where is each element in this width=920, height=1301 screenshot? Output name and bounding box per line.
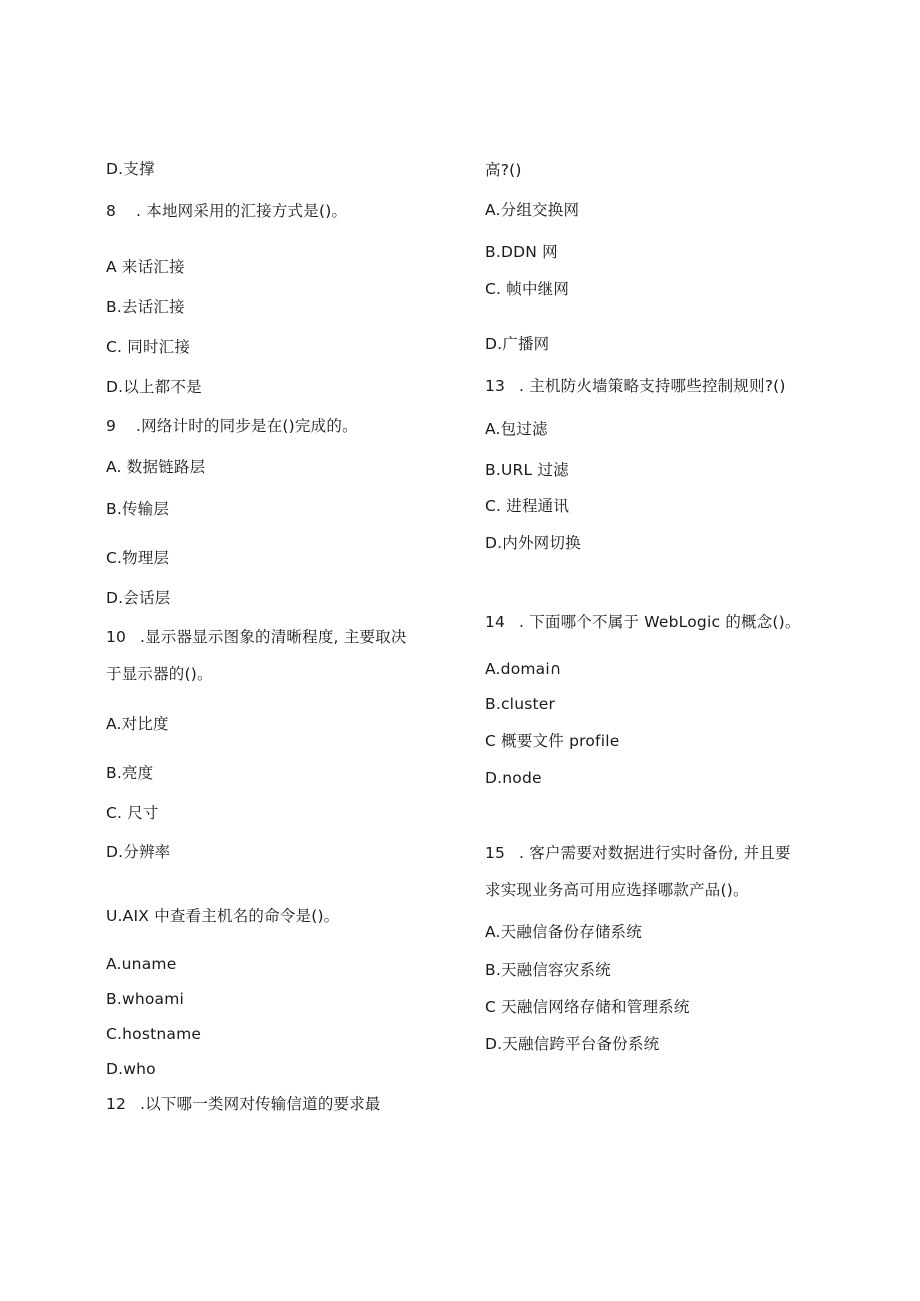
- option-line: D.广播网: [485, 335, 550, 353]
- question-line-continued: 高?(): [485, 161, 522, 179]
- question-number: 9: [106, 417, 117, 435]
- question-line: 10 .显示器显示图象的清晰程度, 主要取决: [106, 628, 407, 646]
- option-line: A.分组交换网: [485, 201, 580, 219]
- option-line: D.以上都不是: [106, 378, 202, 396]
- option-line: D.会话层: [106, 589, 171, 607]
- option-line: C. 帧中继网: [485, 280, 570, 298]
- question-number: 13: [485, 377, 506, 395]
- option-line: C 天融信网络存储和管理系统: [485, 998, 690, 1016]
- option-line: B.URL 过滤: [485, 461, 569, 479]
- option-line: D.who: [106, 1060, 156, 1078]
- question-number: 12: [106, 1095, 127, 1113]
- option-line: A.包过滤: [485, 420, 548, 438]
- option-line: B.去话汇接: [106, 298, 185, 316]
- option-line: A.domai∩: [485, 660, 562, 678]
- question-number: 10: [106, 628, 127, 646]
- option-line: B.cluster: [485, 695, 556, 713]
- option-line: D.node: [485, 769, 542, 787]
- question-number: 8: [106, 202, 117, 220]
- question-line: 15 . 客户需要对数据进行实时备份, 并且要: [485, 844, 791, 862]
- option-line: D.分辨率: [106, 843, 171, 861]
- question-line: U.AIX 中查看主机名的命令是()。: [106, 907, 340, 925]
- option-line: C 概要文件 profile: [485, 732, 620, 750]
- option-line: C.物理层: [106, 549, 170, 567]
- question-line-continued: 于显示器的()。: [106, 665, 213, 683]
- option-line: B.DDN 网: [485, 243, 558, 261]
- option-line: A 来话汇接: [106, 258, 185, 276]
- option-line: B.天融信容灾系统: [485, 961, 611, 979]
- option-line: D.内外网切换: [485, 534, 581, 552]
- question-line: 14 . 下面哪个不属于 WebLogic 的概念()。: [485, 613, 801, 631]
- option-line: B.亮度: [106, 764, 154, 782]
- option-line: A.天融信备份存储系统: [485, 923, 642, 941]
- option-line: B.whoami: [106, 990, 185, 1008]
- question-line: 8 . 本地网采用的汇接方式是()。: [106, 202, 348, 220]
- option-line: C.hostname: [106, 1025, 202, 1043]
- question-line: 12 .以下哪一类网对传输信道的要求最: [106, 1095, 381, 1113]
- option-line: D.支撑: [106, 160, 155, 178]
- question-line: 9 .网络计时的同步是在()完成的。: [106, 417, 358, 435]
- question-number: 14: [485, 613, 506, 631]
- option-line: D.天融信跨平台备份系统: [485, 1035, 660, 1053]
- option-line: C. 尺寸: [106, 804, 159, 822]
- option-line: A.对比度: [106, 715, 169, 733]
- option-line: A.uname: [106, 955, 177, 973]
- question-line: 13 . 主机防火墙策略支持哪些控制规则?(): [485, 377, 786, 395]
- option-line: C. 同时汇接: [106, 338, 191, 356]
- option-line: B.传输层: [106, 500, 170, 518]
- option-line: C. 进程通讯: [485, 497, 570, 515]
- question-number: 15: [485, 844, 506, 862]
- question-line-continued: 求实现业务高可用应选择哪款产品()。: [485, 881, 749, 899]
- option-line: A. 数据链路层: [106, 458, 206, 476]
